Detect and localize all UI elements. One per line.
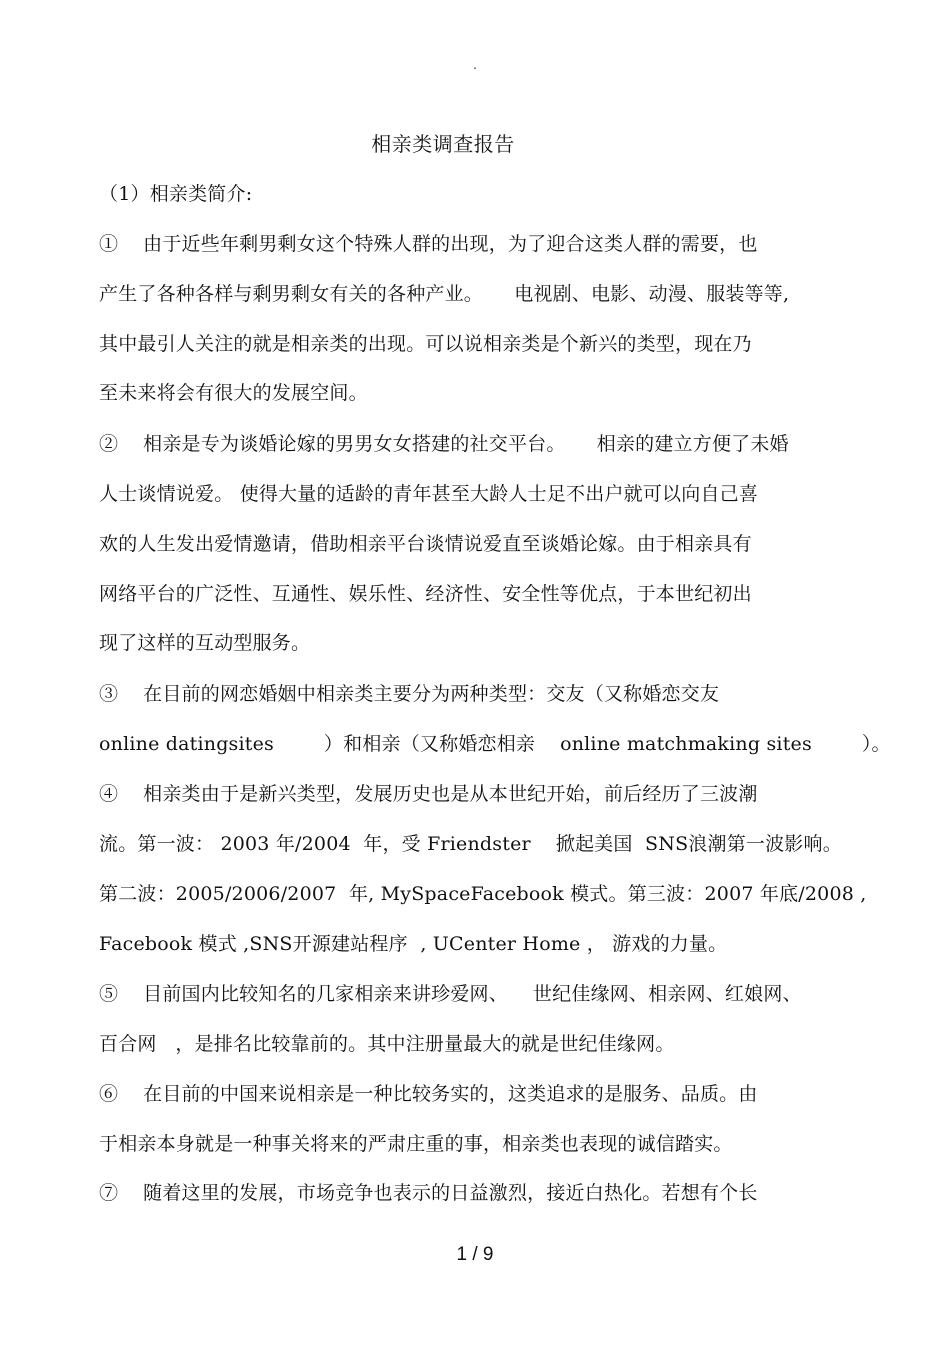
- section-heading: （1）相亲类简介:: [99, 183, 253, 205]
- body-line: 流。第一波： 2003 年/2004 年，受 Friendster 掀起美国 SNS浪潮第一波影响。: [99, 833, 842, 855]
- page-number: 1 / 9: [456, 1244, 494, 1265]
- body-line: 产生了各种各样与剩男剩女有关的各种产业。 电视剧、电影、动漫、服装等等,: [99, 283, 790, 305]
- body-line: online datingsites ）和相亲（又称婚恋相亲 online matchmaking sites ）。: [99, 733, 891, 755]
- body-line: 百合网 ，是排名比较靠前的。其中注册量最大的就是世纪佳缘网。: [99, 1033, 675, 1055]
- document-title: 相亲类调查报告: [371, 132, 515, 156]
- body-line: 至未来将会有很大的发展空间。: [99, 382, 368, 404]
- body-line: ⑦ 随着这里的发展，市场竞争也表示的日益激烈，接近白热化。若想有个长: [99, 1182, 758, 1204]
- header-mark: .: [473, 58, 477, 72]
- body-line: 第二波：2005/2006/2007 年, MySpaceFacebook 模式。第三波：2007 年底/2008 ,: [99, 883, 867, 905]
- body-line: 网络平台的广泛性、互通性、娱乐性、经济性、安全性等优点，于本世纪初出: [99, 583, 752, 605]
- body-line: Facebook 模式 ,SNS开源建站程序 , UCenter Home ， 游戏的力量。: [99, 933, 728, 955]
- body-line: ② 相亲是专为谈婚论嫁的男男女女搭建的社交平台。 相亲的建立方便了未婚: [99, 433, 789, 455]
- body-line: 其中最引人关注的就是相亲类的出现。可以说相亲类是个新兴的类型，现在乃: [99, 333, 752, 355]
- body-line: 于相亲本身就是一种事关将来的严肃庄重的事，相亲类也表现的诚信踏实。: [99, 1133, 733, 1155]
- body-line: 人士谈情说爱。 使得大量的适龄的青年甚至大龄人士足不出户就可以向自己喜: [99, 483, 759, 505]
- body-line: ⑥ 在目前的中国来说相亲是一种比较务实的，这类追求的是服务、品质。由: [99, 1083, 758, 1105]
- body-line: ③ 在目前的网恋婚姻中相亲类主要分为两种类型：交友（又称婚恋交友: [99, 683, 720, 705]
- body-line: 现了这样的互动型服务。: [99, 632, 311, 654]
- body-line: ⑤ 目前国内比较知名的几家相亲来讲珍爱网、 世纪佳缘网、相亲网、红娘网、: [99, 983, 802, 1005]
- body-line: ① 由于近些年剩男剩女这个特殊人群的出现，为了迎合这类人群的需要，也: [99, 233, 758, 255]
- body-line: 欢的人生发出爱情邀请，借助相亲平台谈情说爱直至谈婚论嫁。由于相亲具有: [99, 533, 752, 555]
- body-line: ④ 相亲类由于是新兴类型，发展历史也是从本世纪开始，前后经历了三波潮: [99, 783, 758, 805]
